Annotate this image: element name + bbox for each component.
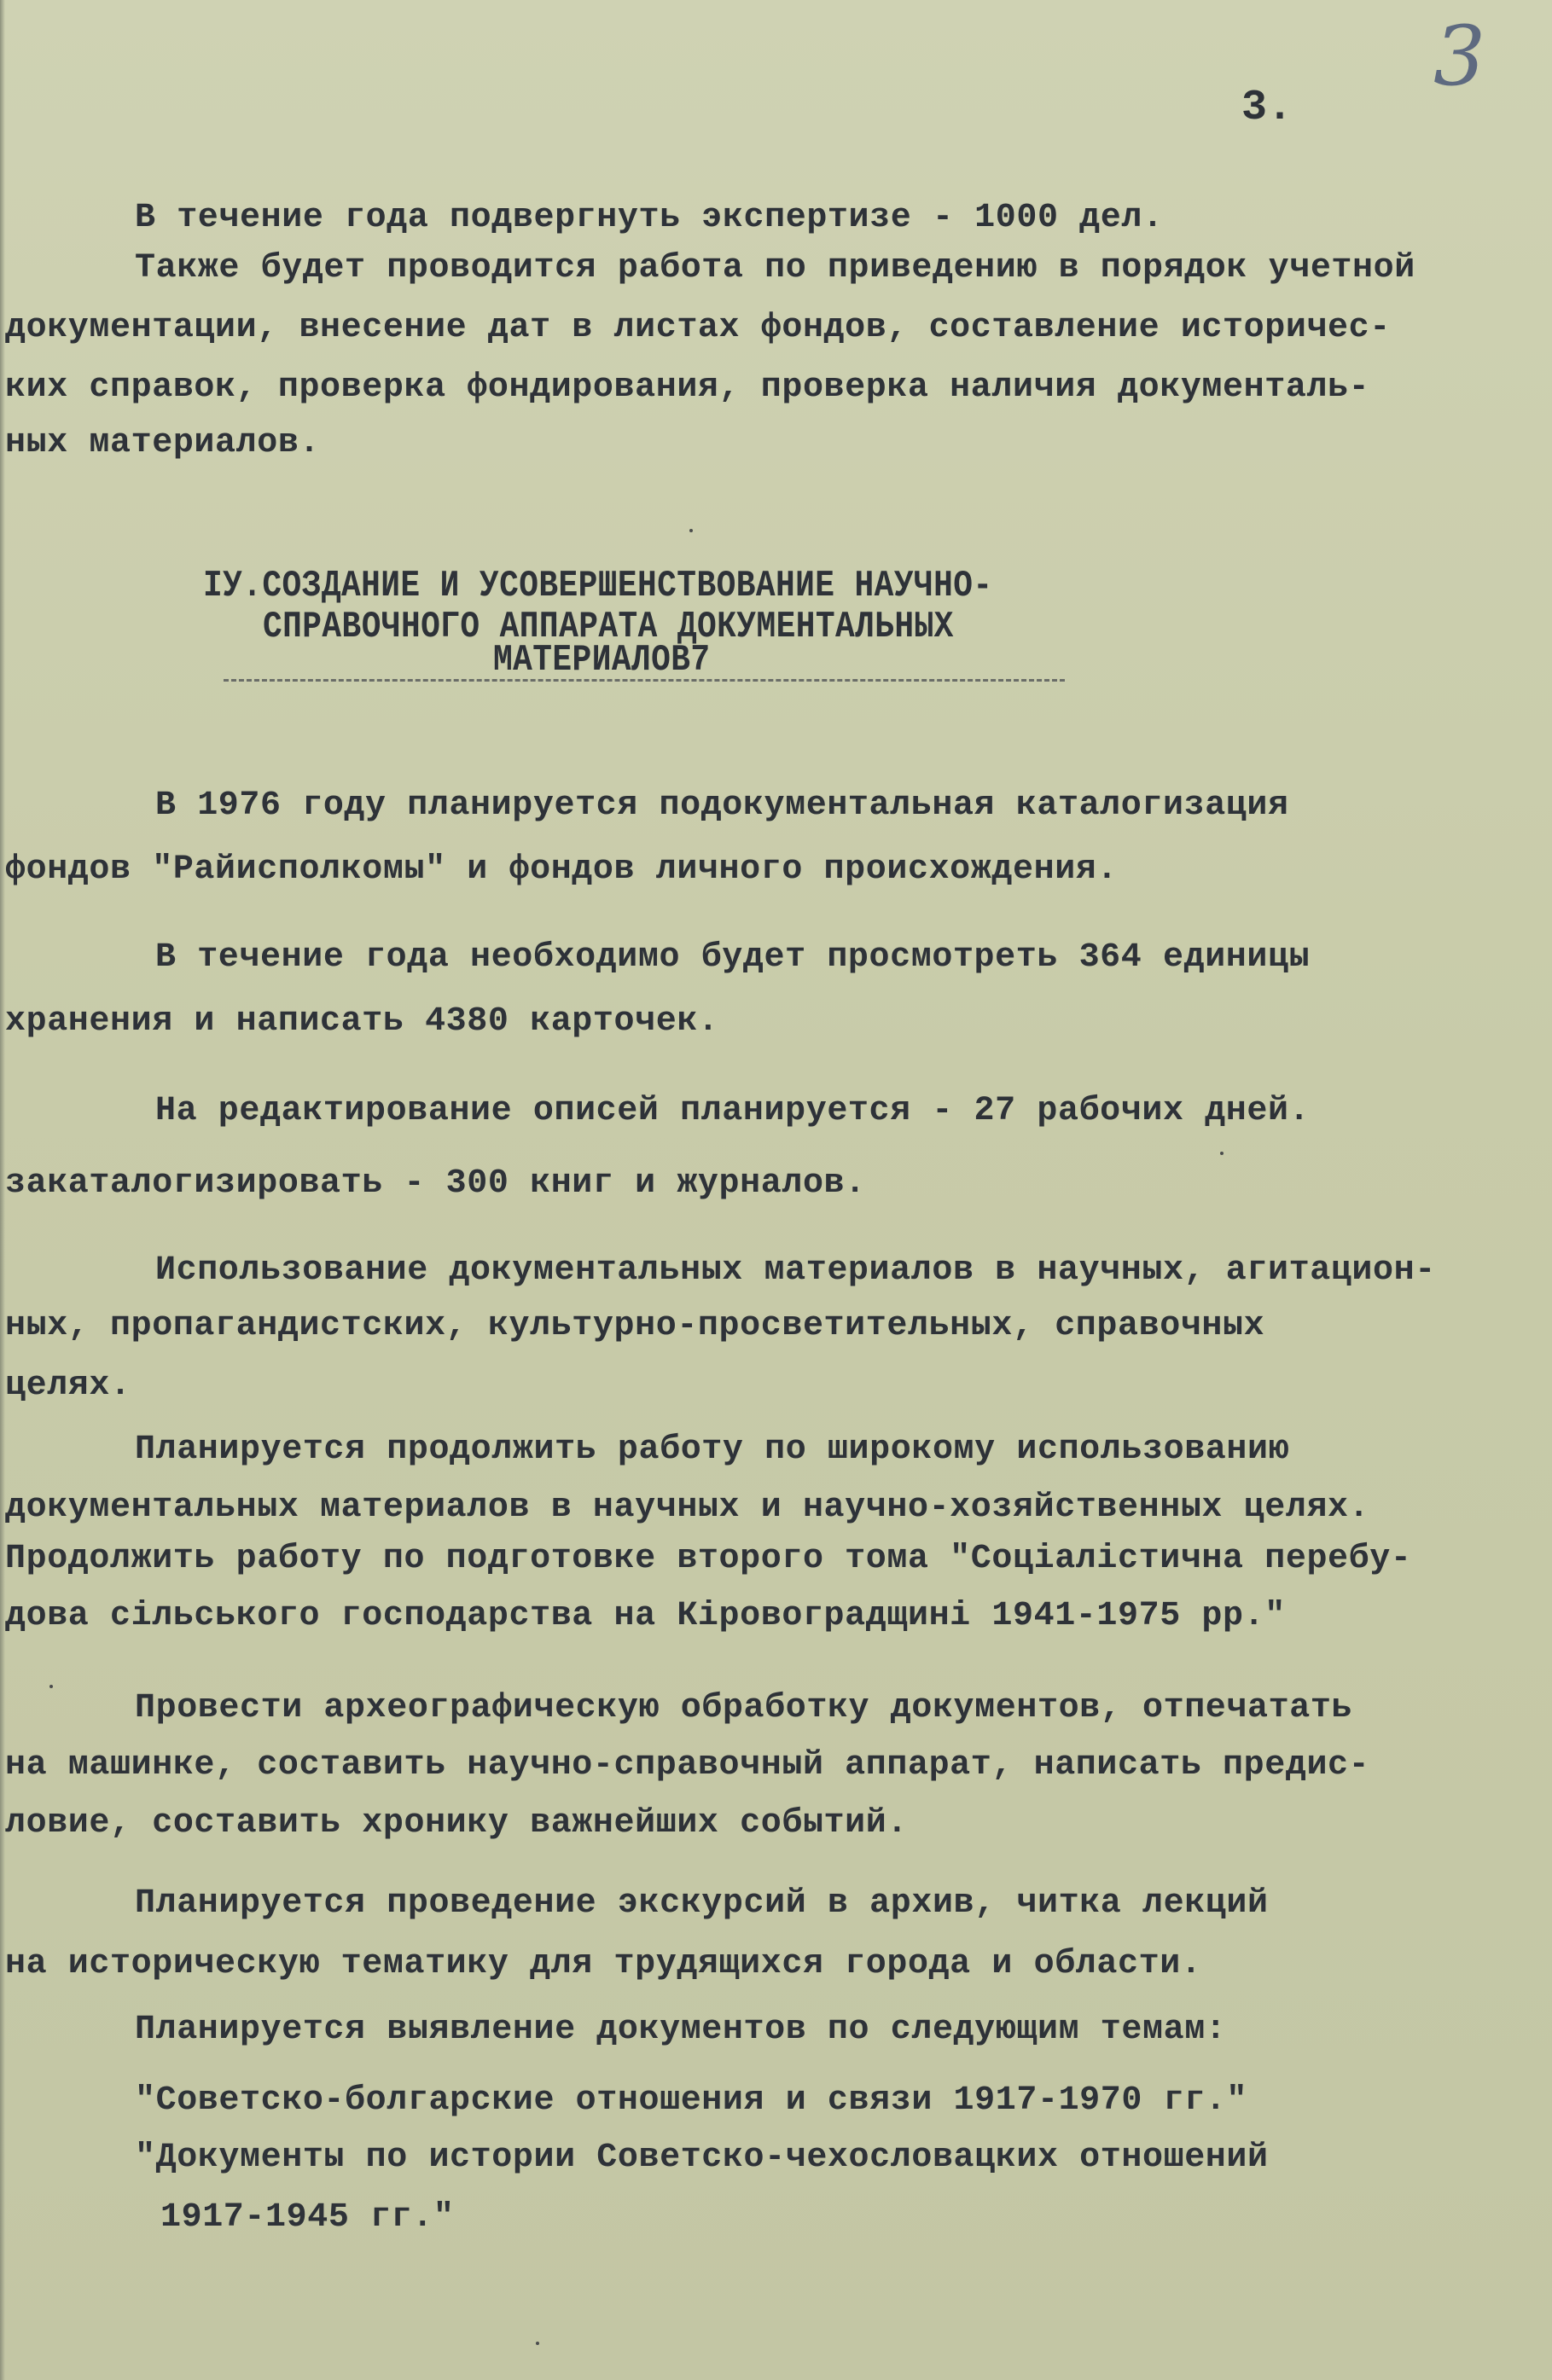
text-line-11: закаталогизировать - 300 книг и журналов. xyxy=(5,1164,866,1203)
text-line-6: В 1976 году планируется подокументальная каталогизация xyxy=(155,787,1289,825)
text-line-17: Продолжить работу по подготовке второго тома "Соціалістична перебу- xyxy=(5,1540,1412,1578)
paper-speck xyxy=(536,2342,539,2345)
paper-speck xyxy=(689,529,693,532)
typed-page-number: 3. xyxy=(1241,84,1293,132)
text-line-26: "Документы по истории Советско-чехословацких отношений xyxy=(135,2139,1269,2177)
text-line-16: документальных материалов в научных и научно-хозяйственных целях. xyxy=(5,1489,1370,1527)
heading-underline xyxy=(224,679,1065,682)
text-line-7: фондов "Райисполкомы" и фондов личного происхождения. xyxy=(5,850,1119,889)
paper-speck xyxy=(49,1685,53,1688)
section-heading-line-1: ІУ.СОЗДАНИЕ И УСОВЕРШЕНСТВОВАНИЕ НАУЧНО- xyxy=(203,565,993,607)
text-line-13: ных, пропагандистских, культурно-просветительных, справочных xyxy=(5,1307,1265,1345)
section-heading-line-3: МАТЕРИАЛОВ7 xyxy=(493,639,711,682)
text-line-4: ких справок, проверка фондирования, проверка наличия документаль- xyxy=(5,369,1370,407)
handwritten-page-number: 3 xyxy=(1433,9,1486,104)
text-line-18: дова сільського господарства на Кіровоградщині 1941-1975 рр." xyxy=(5,1597,1286,1635)
text-line-14: целях. xyxy=(5,1367,131,1405)
text-line-21: ловие, составить хронику важнейших событий. xyxy=(5,1804,908,1843)
text-line-10: На редактирование описей планируется - 27 рабочих дней. xyxy=(155,1092,1311,1130)
text-line-24: Планируется выявление документов по следующим темам: xyxy=(135,2011,1227,2049)
text-line-15: Планируется продолжить работу по широкому использованию xyxy=(135,1431,1290,1469)
paper-speck xyxy=(1220,1152,1224,1155)
text-line-8: В течение года необходимо будет просмотреть 364 единицы xyxy=(155,938,1311,977)
text-line-20: на машинке, составить научно-справочный аппарат, написать предис- xyxy=(5,1746,1370,1785)
text-line-23: на историческую тематику для трудящихся города и области. xyxy=(5,1945,1202,1983)
text-line-19: Провести археографическую обработку документов, отпечатать xyxy=(135,1689,1353,1727)
text-line-9: хранения и написать 4380 карточек. xyxy=(5,1002,719,1041)
text-line-12: Использование документальных материалов в научных, агитацион- xyxy=(155,1251,1436,1290)
text-line-2: Также будет проводится работа по приведению в порядок учетной xyxy=(135,249,1415,287)
text-line-5: ных материалов. xyxy=(5,424,321,462)
text-line-3: документации, внесение дат в листах фондов, составление историчес- xyxy=(5,309,1391,347)
text-line-27: 1917-1945 гг." xyxy=(160,2198,455,2237)
text-line-1: В течение года подвергнуть экспертизе - 1000 дел. xyxy=(135,199,1164,237)
text-line-22: Планируется проведение экскурсий в архив, читка лекций xyxy=(135,1884,1269,1923)
text-line-25: "Советско-болгарские отношения и связи 1917-1970 гг." xyxy=(135,2081,1248,2120)
section-heading-line-2: СПРАВОЧНОГО АППАРАТА ДОКУМЕНТАЛЬНЫХ xyxy=(263,606,954,648)
